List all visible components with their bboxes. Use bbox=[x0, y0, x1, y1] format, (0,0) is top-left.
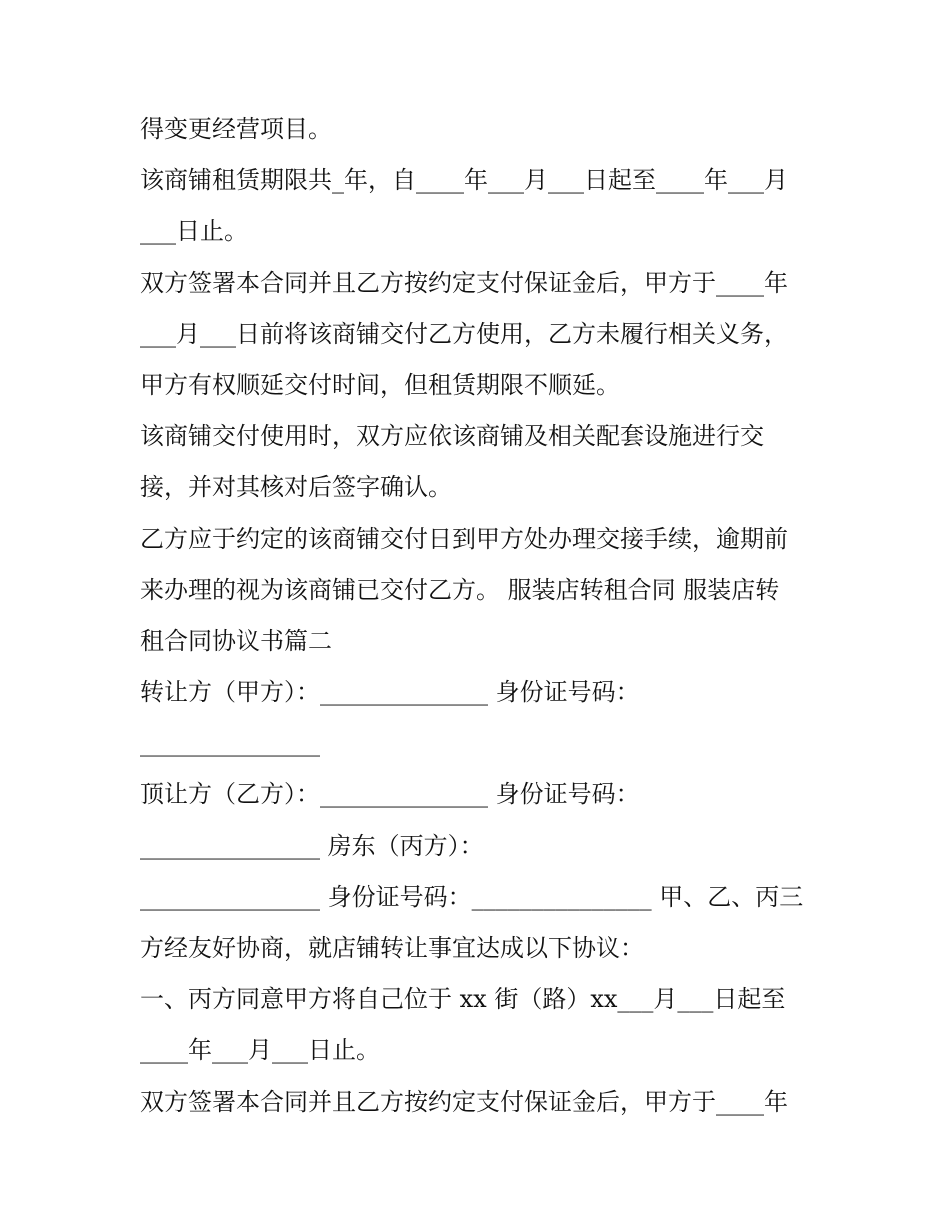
text-line: _______________ 房东（丙方）： bbox=[140, 831, 484, 860]
text-line: ____年___月___日止。 bbox=[140, 1036, 380, 1065]
text-line: 得变更经营项目。 bbox=[140, 115, 332, 143]
text-line: 双方签署本合同并且乙方按约定支付保证金后，甲方于____年 bbox=[140, 268, 788, 297]
text-line: _______________ bbox=[140, 729, 320, 758]
text-line: 顶让方（乙方）：______________ 身份证号码： bbox=[140, 780, 640, 809]
text-line: 甲方有权顺延交付时间，但租赁期限不顺延。 bbox=[140, 370, 620, 399]
section-heading: 租合同协议书篇二 bbox=[140, 626, 332, 655]
text-line: ___月___日前将该商铺交付乙方使用，乙方未履行相关义务， bbox=[140, 319, 788, 348]
text-line: 方经友好协商，就店铺转让事宜达成以下协议： bbox=[140, 934, 644, 962]
text-line: _______________ 身份证号码：_______________ 甲、乙、丙三 bbox=[140, 882, 804, 911]
text-line: 乙方应于约定的该商铺交付日到甲方处办理交接手续，逾期前 bbox=[140, 524, 788, 553]
contract-text bbox=[140, 104, 830, 1128]
text-line: 该商铺交付使用时，双方应依该商铺及相关配套设施进行交 bbox=[140, 422, 764, 451]
text-line: 转让方（甲方）：______________ 身份证号码： bbox=[140, 678, 640, 707]
text-line: ___日止。 bbox=[140, 217, 248, 246]
text-line: 该商铺租赁期限共_年，自____年___月___日起至____年___月 bbox=[140, 166, 788, 195]
text-line: 双方签署本合同并且乙方按约定支付保证金后，甲方于____年 bbox=[140, 1087, 788, 1116]
text-line: 一、丙方同意甲方将自己位于 xx 街（路）xx___月___日起至 bbox=[140, 985, 786, 1014]
text-line: 来办理的视为该商铺已交付乙方。 服装店转租合同 服装店转 bbox=[140, 575, 780, 604]
text-line: 接，并对其核对后签字确认。 bbox=[140, 473, 452, 502]
